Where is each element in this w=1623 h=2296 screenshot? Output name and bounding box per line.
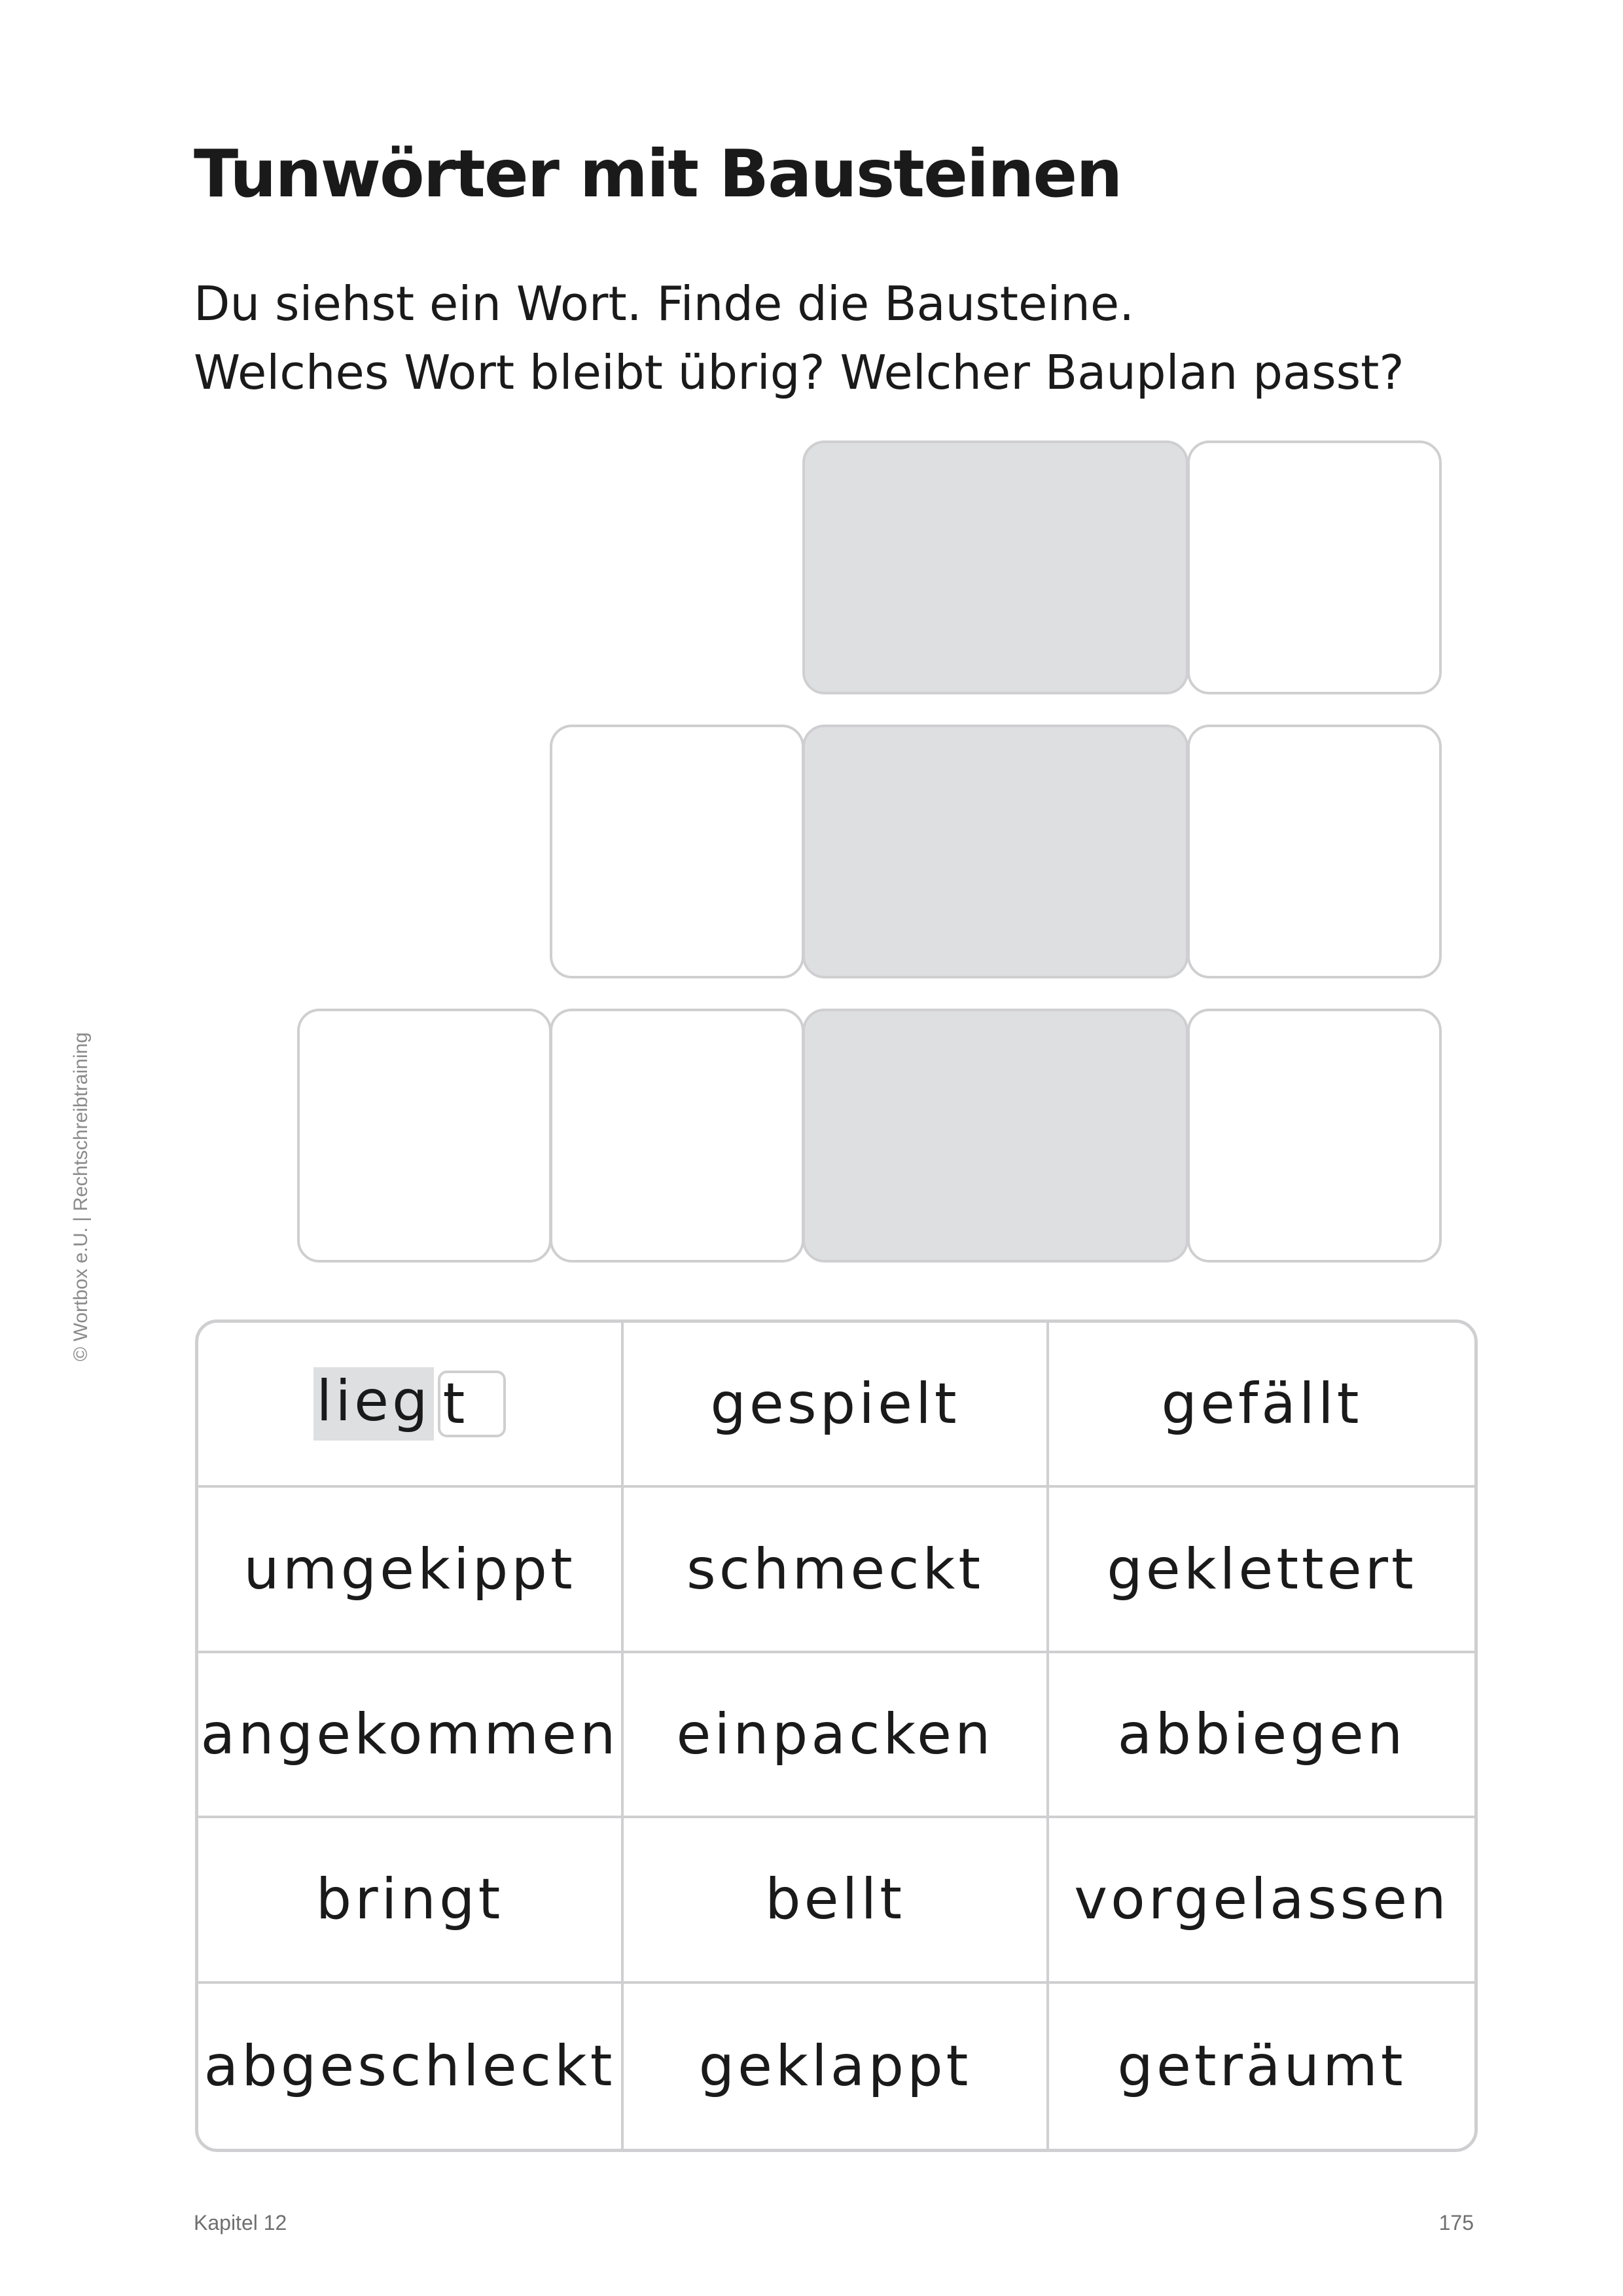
example-stem: lieg <box>313 1367 433 1441</box>
instruction-line-1: Du siehst ein Wort. Finde die Bausteine. <box>194 276 1135 331</box>
word-cell[interactable]: einpacken <box>624 1653 1049 1818</box>
example-word <box>313 1367 505 1441</box>
example-suffix: t <box>438 1371 506 1437</box>
word-cell[interactable]: schmeckt <box>624 1488 1049 1653</box>
word-cell[interactable]: angekommen <box>198 1653 624 1818</box>
word-cell[interactable]: geklettert <box>1049 1488 1474 1653</box>
word-grid <box>195 1319 1478 2152</box>
plan-1-suffix-box[interactable] <box>1187 440 1442 694</box>
word-cell[interactable]: abgeschleckt <box>198 1984 624 2149</box>
instruction-line-2: Welches Wort bleibt übrig? Welcher Bauplan passt? <box>194 345 1404 400</box>
plan-2-stem-box[interactable] <box>802 725 1188 978</box>
page-title: Tunwörter mit Bausteinen <box>194 135 1122 212</box>
footer-chapter: Kapitel 12 <box>194 2211 287 2234</box>
plan-3-stem-box[interactable] <box>802 1009 1188 1263</box>
word-cell[interactable]: vorgelassen <box>1049 1818 1474 1983</box>
word-cell-example[interactable] <box>198 1323 624 1488</box>
plan-3-prefix-1-box[interactable] <box>297 1009 552 1263</box>
word-cell[interactable]: geträumt <box>1117 2033 1406 2099</box>
plan-3-prefix-2-box[interactable] <box>550 1009 804 1263</box>
word-cell[interactable]: abbiegen <box>1049 1653 1474 1818</box>
plan-1-stem-box[interactable] <box>802 440 1188 694</box>
word-cell[interactable]: bringt <box>198 1818 624 1983</box>
copyright-note: © Wortbox e.U. | Rechtschreibtraining <box>70 1032 92 1361</box>
word-cell[interactable]: geklappt <box>624 1984 1049 2149</box>
plan-3-suffix-box[interactable] <box>1187 1009 1442 1263</box>
word-cell[interactable]: bellt <box>624 1818 1049 1983</box>
plan-2-prefix-box[interactable] <box>550 725 804 978</box>
word-cell[interactable]: gespielt <box>624 1323 1049 1488</box>
plan-2-suffix-box[interactable] <box>1187 725 1442 978</box>
word-cell[interactable]: umgekippt <box>198 1488 624 1653</box>
word-cell[interactable]: gefällt <box>1049 1323 1474 1488</box>
footer-page-number: 175 <box>1438 2211 1474 2234</box>
